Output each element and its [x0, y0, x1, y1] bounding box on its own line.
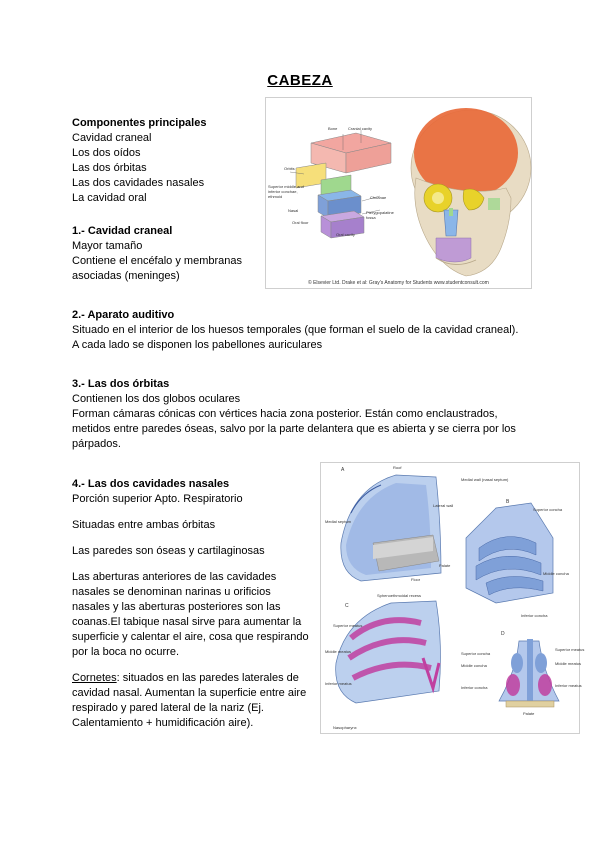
label-sup-meatus-d: Superior meatus	[555, 647, 585, 652]
label-mid-concha-b: Middle concha	[543, 571, 569, 576]
section-text: : situados en las paredes laterales de	[116, 672, 299, 684]
section-text: nasales y las aberturas posteriores son las	[72, 601, 281, 613]
section-text: Forman cámaras cónicas con vértices hacia zona posterior. Están como enclaustrados,	[72, 408, 498, 420]
panel-c-cavity	[336, 601, 441, 703]
nasal-cavity-figure	[320, 462, 585, 734]
components-section	[72, 116, 206, 206]
section-text: Situado en el interior de los huesos temporales (que forman el suelo de la cavidad craneal).	[72, 324, 519, 336]
section-text: superficie y calentar el aire, cosa que respirando	[72, 631, 309, 643]
section-text: coanas.El tabique nasal sirve para aumentar la	[72, 616, 302, 628]
section-text: párpados.	[72, 438, 121, 450]
label-oral-cavity: Oral cavity	[336, 232, 355, 237]
component-item: Cavidad craneal	[72, 132, 152, 144]
label-nasal-septum: Medial septum	[325, 519, 352, 524]
label-inf-concha-d: Inferior concha	[461, 685, 488, 690]
label-sup-concha-b: Superior concha	[533, 507, 563, 512]
section-orbitas	[72, 377, 516, 452]
label-inf-concha-b: Inferior concha	[521, 613, 548, 618]
label-pterygopalatine: Pterygopalatine fossa	[366, 210, 394, 220]
section-text: metidos entre paredes óseas, salvo por la parte delantera que es abierta y se cierra por los	[72, 423, 516, 435]
section-text: Situadas entre ambas órbitas	[72, 519, 216, 531]
section-text: Las aberturas anteriores de las cavidades	[72, 571, 277, 583]
label-palate-d: Palate	[523, 711, 535, 716]
label-mid-meatus-d: Middle meatus	[555, 661, 582, 666]
panel-label-b: B	[506, 499, 510, 505]
component-item: La cavidad oral	[72, 192, 147, 204]
oral-cavity	[436, 238, 471, 262]
section-text: Porción superior Apto. Respiratorio	[72, 493, 243, 505]
label-inf-meatus-c: Inferior meatus	[325, 681, 352, 686]
section-text: Calentamiento + humidificación aire).	[72, 717, 254, 729]
section-text: asociadas (meninges)	[72, 270, 180, 282]
section-text: nasales se denominan narinas u orificios	[72, 586, 271, 598]
panel-label-d: D	[501, 631, 505, 637]
label-mid-concha-d: Middle concha	[461, 663, 487, 668]
section-text: respirado y pared lateral de la nariz (Ej.	[72, 702, 264, 714]
component-item: Los dos oídos	[72, 147, 141, 159]
label-palate: Palate	[439, 563, 451, 568]
label-nasal: Nasal	[288, 208, 299, 213]
section-text: Contienen los dos globos oculares	[72, 393, 241, 405]
cornetes-term: Cornetes	[72, 672, 117, 684]
section-text: por la boca no ocurre.	[72, 646, 180, 658]
section-cavidades-nasales	[72, 477, 312, 731]
section-aparato-auditivo	[72, 308, 518, 353]
panel-label-a: A	[341, 467, 345, 473]
section-text: Contiene el encéfalo y membranas	[72, 255, 242, 267]
skull-figure	[265, 97, 532, 289]
label-inf-meatus-d: Inferior meatus	[555, 683, 582, 688]
section-text: Las paredes son óseas y cartilaginosas	[72, 545, 265, 557]
label-oral-floor: Oral floor	[292, 220, 309, 225]
label-sup-meatus-c: Superior meatus	[333, 623, 363, 628]
section-heading: 1.- Cavidad craneal	[72, 225, 173, 237]
label-choanae: Choanae	[370, 195, 387, 200]
label-lateral-wall: Lateral wall	[433, 503, 454, 508]
section-heading: 3.- Las dos órbitas	[72, 378, 170, 390]
section-text: Mayor tamaño	[72, 240, 143, 252]
label-nasopharynx: Nasopharynx	[333, 725, 357, 730]
label-medial-wall: Medial wall (nasal septum)	[461, 477, 509, 482]
figure-caption: © Elsevier Ltd. Drake et al: Gray's Anatomy for Students www.studentconsult.com	[308, 280, 489, 286]
page-title: CABEZA	[267, 72, 333, 89]
panel-label-c: C	[345, 603, 349, 609]
component-item: Las dos órbitas	[72, 162, 147, 174]
label-mid-meatus-c: Middle meatus	[325, 649, 352, 654]
section-heading: 2.- Aparato auditivo	[72, 309, 175, 321]
section-text: A cada lado se disponen los pabellones auriculares	[72, 339, 323, 351]
section-heading: 4.- Las dos cavidades nasales	[72, 478, 230, 490]
label-bone: Bone	[328, 126, 338, 131]
component-item: Las dos cavidades nasales	[72, 177, 205, 189]
label-floor: Floor	[411, 577, 421, 582]
section-cavidad-craneal	[72, 224, 242, 284]
label-roof: Roof	[393, 465, 402, 470]
panel-d-palate	[506, 701, 554, 707]
label-cranial-cavity: Cranial cavity	[348, 126, 373, 131]
components-heading: Componentes principales	[72, 117, 207, 129]
label-sup-concha-d: Superior concha	[461, 651, 491, 656]
label-conchae: Superior middle and inferior conchae, ethmoid	[268, 184, 304, 199]
section-text: cavidad nasal. Aumentan la superficie entre aire	[72, 687, 307, 699]
label-sphenoethmoidal: Sphenoethmoidal recess	[377, 593, 422, 598]
label-orbits: Orbits	[284, 166, 295, 171]
